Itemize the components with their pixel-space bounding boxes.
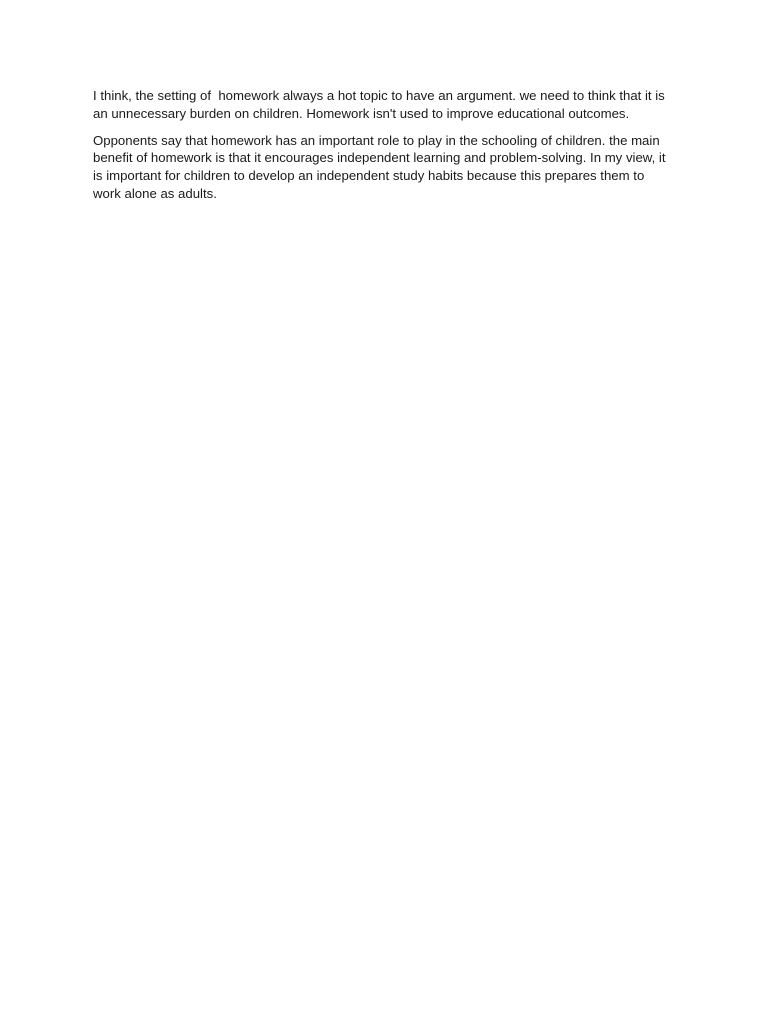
paragraph-1: I think, the setting of homework always a hot topic to have an argument. we need to think that it is an unnecessary burden on children. Homework isn't used to improve educational outcomes.: [93, 88, 669, 121]
document-body: [93, 87, 673, 212]
paragraph-2: Opponents say that homework has an important role to play in the schooling of children. the main benefit of homework is that it encourages independent learning and problem-solving. In my view, it is important for children to develop an independent study habits because this prepares them to work alone as adults.: [93, 132, 670, 201]
